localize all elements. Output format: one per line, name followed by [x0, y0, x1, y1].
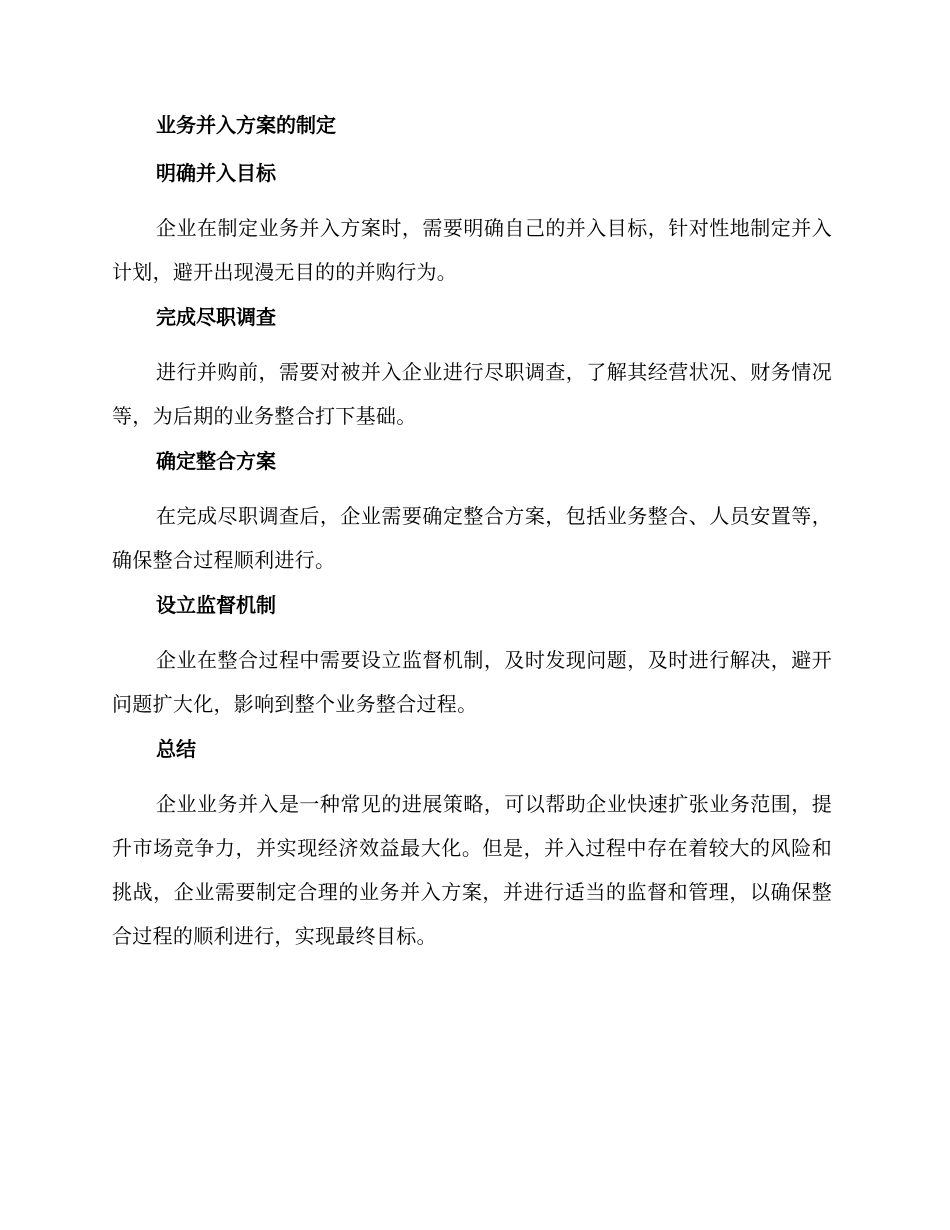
section-goal — [112, 158, 832, 294]
section-due-diligence — [112, 302, 832, 438]
document-title: 业务并入方案的制定 — [156, 113, 336, 137]
section-integration-plan — [112, 446, 832, 582]
section-paragraph: 进行并购前，需要对被并入企业进行尽职调查，了解其经营状况、财务情况等，为后期的业务整合打下基础。 — [112, 360, 832, 428]
section-paragraph: 企业在制定业务并入方案时，需要明确自己的并入目标，针对性地制定并入计划，避开出现漫无目的的并购行为。 — [112, 216, 832, 284]
section-heading: 总结 — [156, 737, 196, 761]
document-page — [112, 110, 832, 966]
section-summary — [112, 734, 832, 958]
section-supervision — [112, 590, 832, 726]
section-paragraph: 企业业务并入是一种常见的进展策略，可以帮助企业快速扩张业务范围，提升市场竞争力，并实现经济效益最大化。但是，并入过程中存在着较大的风险和挑战，企业需要制定合理的业务并入方案，并进行适当的监督和管理，以确保整合过程的顺利进行，实现最终目标。 — [112, 792, 832, 948]
section-heading: 完成尽职调查 — [156, 305, 276, 329]
section-heading: 明确并入目标 — [156, 161, 276, 185]
section-paragraph: 在完成尽职调查后，企业需要确定整合方案，包括业务整合、人员安置等，确保整合过程顺利进行。 — [112, 504, 832, 572]
section-paragraph: 企业在整合过程中需要设立监督机制，及时发现问题，及时进行解决，避开问题扩大化，影响到整个业务整合过程。 — [112, 648, 832, 716]
section-heading: 确定整合方案 — [156, 449, 276, 473]
section-heading: 设立监督机制 — [156, 593, 276, 617]
